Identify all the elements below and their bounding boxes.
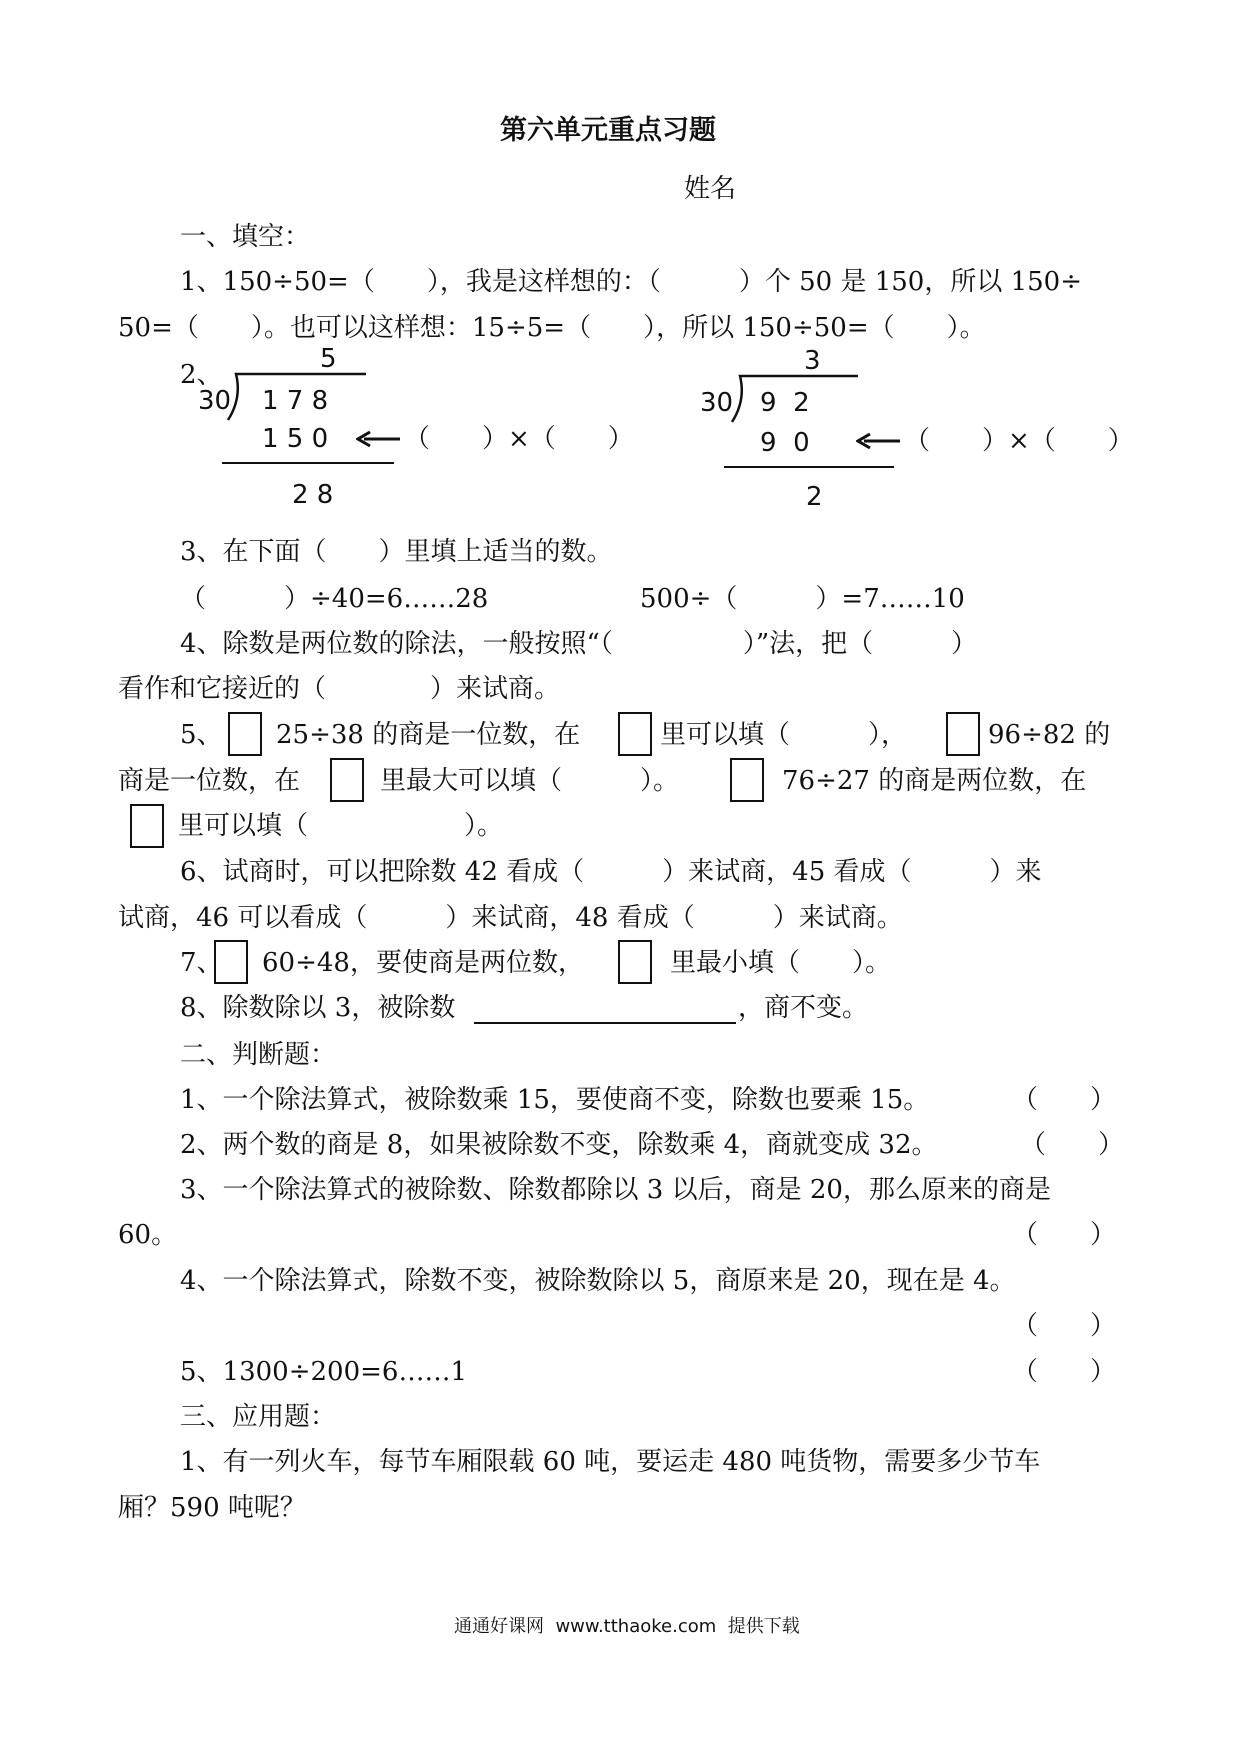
judge-item-5: 5、1300÷200=6……1	[180, 1357, 467, 1387]
q2-left-product: 1 5 0	[262, 424, 329, 454]
q3-left: （ ）÷40=6……28	[180, 584, 489, 614]
q5-part2: 25÷38 的商是一位数，在	[276, 720, 581, 750]
judge-paren-2: （ ）	[1020, 1130, 1125, 1160]
q6-line1: 6、试商时，可以把除数 42 看成（ ）来试商，45 看成（ ）来	[180, 857, 1042, 887]
q2-right-prompt: （ ）×（ ）	[904, 426, 1134, 456]
q2-right-dividend: 9 2	[760, 388, 810, 418]
q5-blank-box-3[interactable]	[946, 712, 980, 756]
q5-blank-box-2[interactable]	[618, 712, 652, 756]
q7-part3: 里最小填（ ）。	[670, 948, 892, 978]
app-q1-line2: 厢？590 吨呢？	[118, 1493, 306, 1523]
q8-answer-line[interactable]	[474, 1022, 736, 1024]
judge-item-4: 4、一个除法算式，除数不变，被除数除以 5，商原来是 20，现在是 4。	[180, 1266, 1016, 1296]
judge-item-1: 1、一个除法算式，被除数乘 15，要使商不变，除数也要乘 15。	[180, 1085, 930, 1115]
q5-blank-box-5[interactable]	[730, 758, 764, 802]
judge-item-3: 3、一个除法算式的被除数、除数都除以 3 以后，商是 20，那么原来的商是	[180, 1175, 1051, 1205]
q2-left-quotient: 5	[320, 344, 337, 374]
judge-item-3-cont: 60。	[118, 1220, 178, 1250]
page-title: 第六单元重点习题	[500, 115, 716, 146]
judge-paren-1: （ ）	[1012, 1085, 1117, 1115]
q3-line1: 3、在下面（ ）里填上适当的数。	[180, 537, 613, 567]
q1-line1: 1、150÷50=（ ），我是这样想的：（ ）个 50 是 150，所以 150÷	[180, 267, 1083, 297]
q5-blank-box-1[interactable]	[228, 712, 262, 756]
q5-part4: 96÷82 的	[988, 720, 1111, 750]
q4-line1: 4、除数是两位数的除法，一般按照“（ ）”法，把（ ）	[180, 629, 978, 659]
q3-right: 500÷（ ）=7……10	[640, 584, 965, 614]
q7-blank-box-1[interactable]	[214, 940, 248, 984]
q7-blank-box-2[interactable]	[618, 940, 652, 984]
q4-line2: 看作和它接近的（ ）来试商。	[118, 674, 561, 704]
q7-part1: 7、	[180, 948, 223, 978]
footer-text: 通通好课网 www.tthaoke.com 提供下载	[454, 1616, 800, 1637]
q2-right-quotient: 3	[804, 346, 821, 376]
section-1-heading: 一、填空：	[180, 222, 311, 252]
q5-blank-box-4[interactable]	[330, 758, 364, 802]
q2-right-product: 9 0	[760, 428, 810, 458]
judge-paren-5: （ ）	[1012, 1357, 1117, 1387]
q2-left-divisor: 30	[198, 386, 232, 416]
q2-left-subtraction-line	[222, 462, 394, 464]
q2-right-subtraction-line	[724, 466, 894, 468]
q5-part3: 里可以填（ ），	[660, 720, 908, 750]
q6-line2: 试商，46 可以看成（ ）来试商，48 看成（ ）来试商。	[118, 903, 903, 933]
q5-part1: 5、	[180, 720, 223, 750]
section-2-heading: 二、判断题：	[180, 1040, 337, 1070]
q1-line2: 50=（ ）。也可以这样想：15÷5=（ ），所以 150÷50=（ ）。	[118, 313, 986, 343]
q2-left-prompt: （ ）×（ ）	[404, 424, 634, 454]
q2-right-remainder: 2	[806, 482, 823, 512]
q2-left-arrow-icon	[356, 430, 402, 448]
q5-blank-box-6[interactable]	[130, 804, 164, 848]
q7-part2: 60÷48，要使商是两位数，	[262, 948, 584, 978]
q2-label: 2、	[180, 360, 223, 390]
q5-part7: 76÷27 的商是两位数，在	[782, 766, 1087, 796]
judge-paren-4: （ ）	[1012, 1311, 1117, 1341]
q8-part2: ，商不变。	[738, 993, 869, 1023]
judge-paren-3: （ ）	[1012, 1220, 1117, 1250]
q5-part6: 里最大可以填（ ）。	[380, 766, 680, 796]
q2-right-divisor: 30	[700, 388, 734, 418]
q5-part5: 商是一位数，在	[118, 766, 301, 796]
app-q1-line1: 1、有一列火车，每节车厢限载 60 吨，要运走 480 吨货物，需要多少节车	[180, 1447, 1041, 1477]
section-3-heading: 三、应用题：	[180, 1402, 337, 1432]
q8-part1: 8、除数除以 3，被除数	[180, 993, 456, 1023]
name-label: 姓名	[684, 174, 737, 204]
q5-part8: 里可以填（ ）。	[178, 811, 504, 841]
judge-item-2: 2、两个数的商是 8，如果被除数不变，除数乘 4，商就变成 32。	[180, 1130, 938, 1160]
q2-right-arrow-icon	[856, 432, 902, 450]
q2-left-dividend: 1 7 8	[262, 386, 329, 416]
q2-left-remainder: 2 8	[292, 480, 334, 510]
